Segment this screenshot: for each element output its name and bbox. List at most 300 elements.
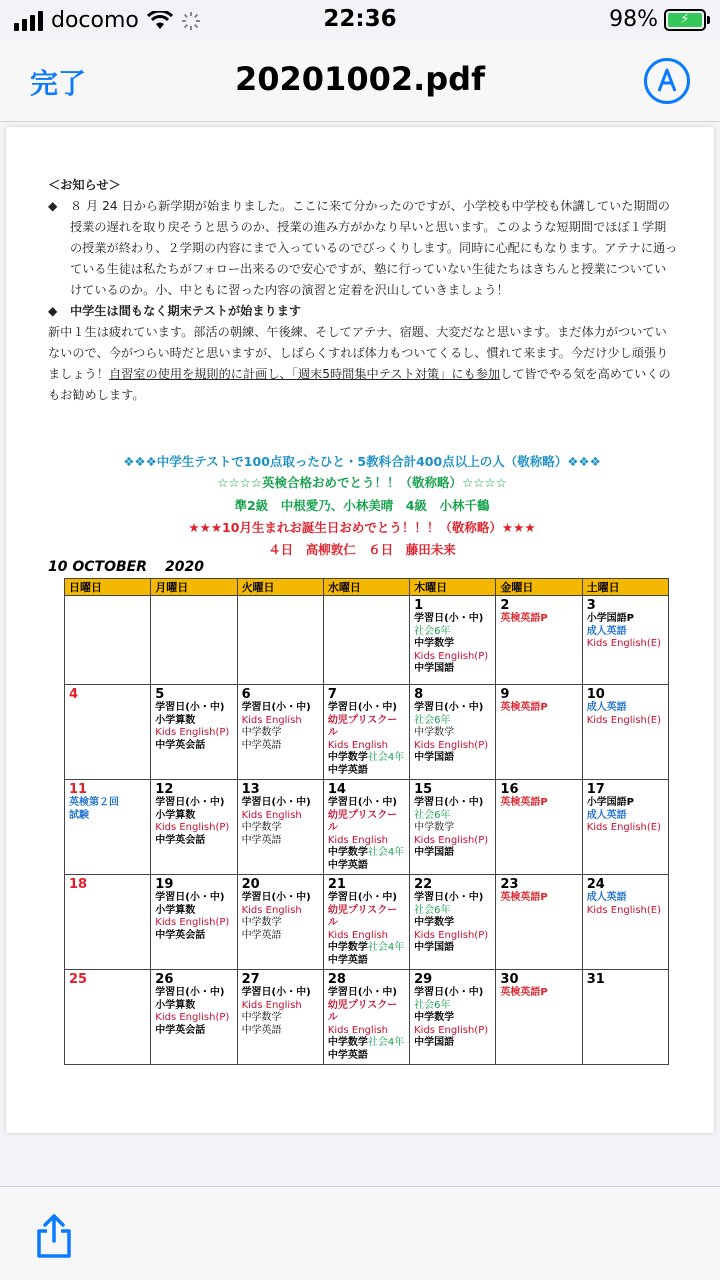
calendar-day-cell: [323, 596, 409, 685]
weekday-header: 月曜日: [151, 579, 237, 596]
schedule-item-label: 中学数学: [241, 727, 282, 738]
schedule-item: [328, 987, 405, 1000]
calendar-day-cell: [151, 875, 237, 970]
schedule-item: [155, 702, 232, 715]
day-number: 14: [327, 782, 346, 797]
schedule-item: [242, 1012, 319, 1025]
schedule-item-label: 学習日(小・中): [327, 892, 397, 903]
battery-status: [609, 7, 706, 32]
day-number: 6: [241, 687, 251, 702]
schedule-item: [414, 651, 491, 664]
schedule-item-label: 社会6年: [414, 999, 451, 1011]
schedule-item: [414, 613, 491, 626]
schedule-item: [242, 810, 319, 823]
announcement-line: ❖❖❖中学生テストで100点取ったひと・5教科合計400点以上の人（敬称略）❖❖❖: [123, 454, 601, 469]
weekday-header: 水曜日: [323, 579, 409, 596]
schedule-item-label: 中学英語: [327, 954, 368, 966]
schedule-item-label: Kids English(E): [586, 904, 661, 916]
calendar-day-cell: [496, 875, 582, 970]
schedule-item-label: 学習日(小・中): [327, 702, 397, 713]
schedule-item-label: 学習日(小・中): [155, 702, 225, 713]
notice-paragraph-2: [48, 322, 678, 406]
schedule-item-label: 小学算数: [155, 809, 196, 821]
schedule-item: [155, 917, 232, 930]
calendar-day-cell: [582, 596, 668, 685]
calendar-day-cell: [65, 685, 151, 780]
schedule-item-label: 英検英語P: [500, 613, 548, 624]
day-number: 24: [586, 877, 605, 892]
calendar-day-cell: [151, 970, 237, 1065]
schedule-item-label: Kids English(E): [586, 714, 661, 726]
schedule-item-label: 中学数学: [414, 822, 455, 833]
schedule-item: [587, 638, 664, 651]
calendar-body: [65, 596, 669, 1065]
schedule-item: [328, 892, 405, 905]
schedule-item: [69, 810, 146, 823]
calendar-title: [48, 559, 222, 575]
weekday-header: 日曜日: [65, 579, 151, 596]
day-number: 26: [155, 972, 174, 987]
calendar-day-cell: [65, 780, 151, 875]
weekday-header: 火曜日: [237, 579, 323, 596]
schedule-item: [587, 905, 664, 918]
schedule-item: [155, 930, 232, 943]
schedule-item: [242, 987, 319, 1000]
schedule-item-label: Kids English(P): [155, 727, 230, 738]
day-number: 30: [500, 972, 519, 987]
schedule-item: [242, 797, 319, 810]
schedule-item-label: 英検英語P: [500, 987, 548, 998]
calendar-day-cell: [582, 970, 668, 1065]
day-number: 11: [69, 782, 88, 797]
schedule-item: [414, 797, 491, 810]
announcement-line: ４日 高柳敦仁 ６日 藤田未来: [268, 542, 456, 557]
calendar-day-cell: [151, 685, 237, 780]
schedule-item-label: 中学英語: [327, 1049, 368, 1061]
schedule-item-label: 中学国語: [414, 1037, 455, 1048]
bottom-toolbar: [0, 1186, 720, 1280]
schedule-item-label: 小学算数: [155, 999, 196, 1011]
schedule-item-label: Kids English(E): [586, 822, 661, 833]
schedule-item: [414, 663, 491, 676]
schedule-item-label: 中学数学: [414, 1012, 455, 1023]
schedule-item-label: 学習日(小・中): [155, 797, 225, 808]
day-number: 27: [241, 972, 260, 987]
schedule-item-label: 小学算数: [155, 714, 196, 726]
calendar-day-cell: [582, 875, 668, 970]
schedule-item-extra: 社会4年: [367, 942, 405, 953]
schedule-item-label: Kids English(P): [155, 822, 230, 833]
calendar-week-row: [65, 970, 669, 1065]
calendar-week-row: [65, 780, 669, 875]
calendar-day-cell: [496, 685, 582, 780]
notice-paragraph-2a: 新中１生は疲れています。部活の朝練、午後練、そしてアテナ、宿題、大変だなと思います。まだ体力がついていないので、今がつらい時だと思いますが、しばらくすれば体力もついてくるし、慣れて来ます。今だけ少し頑張りましょう！: [48, 325, 669, 381]
schedule-item: [242, 740, 319, 753]
schedule-item-label: 試験: [69, 809, 89, 821]
schedule-item-label: Kids English: [241, 999, 302, 1011]
day-number: 13: [241, 782, 260, 797]
schedule-item: [328, 765, 405, 778]
schedule-item-label: 幼児プリスクール: [327, 999, 398, 1023]
schedule-item-label: 中学英語: [327, 859, 368, 871]
schedule-item-label: 中学数学: [327, 847, 368, 858]
clock: 22:36: [323, 6, 397, 32]
day-number: 21: [327, 877, 346, 892]
schedule-item: [587, 797, 664, 810]
schedule-item-label: 学習日(小・中): [327, 987, 397, 998]
schedule-item: [242, 715, 319, 728]
schedule-item-label: Kids English(P): [414, 1024, 489, 1036]
schedule-item: [414, 702, 491, 715]
calendar-month: 10 OCTOBER: [48, 559, 147, 575]
notice-heading: ＜お知らせ＞: [48, 178, 121, 192]
day-number: 9: [500, 687, 510, 702]
schedule-item-label: 学習日(小・中): [241, 797, 311, 808]
schedule-item: [414, 626, 491, 639]
schedule-item: [328, 930, 405, 943]
schedule-item-label: 学習日(小・中): [241, 702, 311, 713]
day-number: 20: [241, 877, 260, 892]
schedule-item: [414, 727, 491, 740]
calendar-day-cell: [410, 596, 496, 685]
schedule-item-label: 中学数学: [414, 727, 455, 738]
schedule-item: [414, 715, 491, 728]
schedule-item-label: Kids English(P): [155, 917, 230, 928]
schedule-item: [328, 702, 405, 715]
calendar-day-cell: [410, 780, 496, 875]
schedule-item-label: Kids English(E): [586, 638, 661, 649]
schedule-item-label: 成人英語: [586, 625, 627, 637]
schedule-item-label: 中学数学: [241, 917, 282, 928]
schedule-item: [242, 1000, 319, 1013]
schedule-item: [155, 1012, 232, 1025]
day-number: 16: [500, 782, 519, 797]
schedule-item: [242, 1025, 319, 1038]
calendar-day-cell: [496, 780, 582, 875]
schedule-item-label: Kids English(P): [414, 650, 489, 662]
share-icon[interactable]: [34, 1213, 74, 1259]
schedule-item-label: 中学英会話: [155, 834, 206, 846]
schedule-item-label: 学習日(小・中): [414, 702, 484, 713]
schedule-item-label: 中学英会話: [155, 739, 206, 751]
schedule-item: [500, 797, 577, 810]
schedule-item-label: 中学英会話: [155, 929, 206, 941]
schedule-item-label: 中学英語: [241, 739, 282, 751]
schedule-item-label: 学習日(小・中): [241, 987, 311, 998]
day-number: 25: [69, 972, 88, 987]
day-number: 7: [327, 687, 337, 702]
schedule-item-label: 中学英会話: [155, 1024, 206, 1036]
battery-percent: 98%: [609, 7, 658, 32]
pdf-page[interactable]: [6, 127, 714, 1133]
schedule-item: [587, 822, 664, 835]
schedule-item-label: 小学国語P: [586, 797, 635, 808]
schedule-item: [242, 892, 319, 905]
schedule-item: [242, 930, 319, 943]
schedule-item: [328, 1000, 405, 1025]
calendar-day-cell: [323, 685, 409, 780]
schedule-item-label: 学習日(小・中): [327, 797, 397, 808]
schedule-item-label: 中学数学: [241, 822, 282, 833]
day-number: 2: [500, 598, 510, 613]
day-number: 31: [586, 972, 605, 987]
schedule-item: [414, 1012, 491, 1025]
schedule-item-label: 幼児プリスクール: [327, 904, 398, 928]
schedule-item-extra: 社会4年: [367, 1037, 405, 1048]
calendar-day-cell: [151, 596, 237, 685]
schedule-item-label: 学習日(小・中): [241, 892, 311, 903]
schedule-item-label: 英検英語P: [500, 892, 548, 903]
notice-section: [48, 175, 678, 406]
schedule-item: [328, 715, 405, 740]
carrier-name: docomo: [51, 8, 139, 33]
schedule-item: [414, 847, 491, 860]
calendar-day-cell: [237, 875, 323, 970]
schedule-item: [155, 1000, 232, 1013]
schedule-item-label: Kids English: [241, 714, 302, 726]
calendar-table: [64, 578, 669, 1065]
schedule-item: [155, 1025, 232, 1038]
schedule-item: [328, 905, 405, 930]
schedule-item: [328, 752, 405, 765]
schedule-item: [155, 835, 232, 848]
schedule-item: [414, 930, 491, 943]
announcement-line: ☆☆☆☆英検合格おめでとう！！（敬称略）☆☆☆☆: [217, 475, 507, 490]
schedule-item: [155, 810, 232, 823]
schedule-item: [155, 905, 232, 918]
schedule-item: [414, 740, 491, 753]
navigation-bar: [0, 40, 720, 122]
calendar-day-cell: [237, 596, 323, 685]
schedule-item: [328, 810, 405, 835]
day-number: 22: [414, 877, 433, 892]
day-number: 28: [327, 972, 346, 987]
notice-underlined-text: 自習室の使用を規則的に計画し、「週末5時間集中テスト対策」にも参加: [108, 367, 501, 381]
schedule-item-label: 社会6年: [414, 904, 451, 916]
calendar-week-row: [65, 685, 669, 780]
schedule-item-label: 成人英語: [586, 809, 627, 821]
calendar-day-cell: [65, 970, 151, 1065]
calendar-day-cell: [65, 875, 151, 970]
status-bar: [0, 0, 720, 40]
schedule-item-label: 中学国語: [414, 663, 455, 674]
day-number: 8: [414, 687, 424, 702]
schedule-item: [328, 942, 405, 955]
calendar-day-cell: [323, 780, 409, 875]
schedule-item-label: Kids English: [327, 929, 389, 941]
schedule-item: [414, 892, 491, 905]
schedule-item-label: 中学数学: [327, 942, 368, 953]
weekday-header: 土曜日: [582, 579, 668, 596]
announcement-line: 準2級 中根愛乃、小林美晴 4級 小林千鶴: [234, 498, 490, 513]
schedule-item: [500, 613, 577, 626]
notice-bullet-1: [48, 196, 678, 301]
schedule-item-label: 学習日(小・中): [155, 892, 225, 903]
calendar-week-row: [65, 875, 669, 970]
schedule-item: [500, 987, 577, 1000]
schedule-item: [242, 822, 319, 835]
done-button[interactable]: 完了: [30, 67, 87, 100]
schedule-item-label: Kids English(P): [414, 834, 489, 846]
schedule-item: [155, 715, 232, 728]
day-number: 12: [155, 782, 174, 797]
schedule-item-label: 成人英語: [586, 892, 627, 903]
day-number: 15: [414, 782, 433, 797]
schedule-item-label: 英検英語P: [500, 797, 548, 808]
calendar-day-cell: [582, 685, 668, 780]
schedule-item: [587, 702, 664, 715]
day-number: 1: [414, 598, 424, 613]
weekday-header: 金曜日: [496, 579, 582, 596]
schedule-item-label: 英検第２回: [69, 797, 119, 808]
schedule-item-label: 社会6年: [414, 625, 451, 637]
schedule-item-label: 学習日(小・中): [414, 987, 484, 998]
schedule-item: [587, 715, 664, 728]
schedule-item: [414, 822, 491, 835]
schedule-item-label: 幼児プリスクール: [327, 809, 398, 833]
schedule-item: [242, 727, 319, 740]
schedule-item-label: 中学数学: [414, 638, 455, 649]
calendar-header-row: [65, 579, 669, 596]
schedule-item: [328, 740, 405, 753]
announcement-line: ★★★10月生まれお誕生日おめでとう！！！（敬称略）★★★: [188, 520, 536, 535]
schedule-item: [414, 1037, 491, 1050]
schedule-item: [328, 955, 405, 968]
schedule-item: [414, 810, 491, 823]
bullet-mark: ◆: [48, 199, 58, 213]
schedule-item: [587, 810, 664, 823]
schedule-item-label: 中学数学: [414, 917, 455, 928]
schedule-item-label: 中学国語: [414, 752, 455, 763]
schedule-item: [242, 905, 319, 918]
calendar-day-cell: [323, 970, 409, 1065]
schedule-item-label: 小学国語P: [586, 613, 635, 624]
schedule-item-label: Kids English(P): [414, 739, 489, 751]
calendar-day-cell: [237, 970, 323, 1065]
schedule-item-label: 小学算数: [155, 904, 196, 916]
schedule-item-label: 中学英語: [327, 764, 368, 776]
schedule-item: [155, 987, 232, 1000]
schedule-item-label: Kids English: [327, 834, 389, 846]
schedule-item: [414, 835, 491, 848]
schedule-item-label: 学習日(小・中): [414, 892, 484, 903]
schedule-item-label: 社会6年: [414, 809, 451, 821]
schedule-item-label: Kids English: [327, 1024, 389, 1036]
schedule-item: [414, 942, 491, 955]
day-number: 23: [500, 877, 519, 892]
schedule-item: [242, 917, 319, 930]
calendar-day-cell: [496, 596, 582, 685]
calendar-week-row: [65, 596, 669, 685]
schedule-item-label: 成人英語: [586, 702, 627, 713]
schedule-item: [328, 1025, 405, 1038]
day-number: 29: [414, 972, 433, 987]
day-number: 19: [155, 877, 174, 892]
schedule-item-label: 英検英語P: [500, 702, 548, 713]
day-number: 4: [69, 687, 79, 702]
schedule-item-label: 中学国語: [414, 942, 455, 953]
schedule-item: [414, 987, 491, 1000]
schedule-item-label: Kids English(P): [414, 929, 489, 941]
schedule-item: [328, 797, 405, 810]
calendar-day-cell: [410, 970, 496, 1065]
notice-paragraph-2b: して皆でやる気を高めていくのもお勧めします。: [48, 367, 671, 402]
notice-bullet-2: [48, 301, 678, 322]
day-number: 18: [69, 877, 88, 892]
day-number: 3: [586, 598, 596, 613]
schedule-item: [414, 1025, 491, 1038]
schedule-item: [587, 626, 664, 639]
bullet-mark: ◆: [48, 304, 58, 318]
schedule-item-label: 幼児プリスクール: [327, 714, 398, 738]
schedule-item: [155, 797, 232, 810]
schedule-item: [242, 702, 319, 715]
schedule-item: [328, 835, 405, 848]
schedule-item-extra: 社会4年: [367, 847, 405, 858]
day-number: 10: [586, 687, 605, 702]
schedule-item: [328, 1037, 405, 1050]
schedule-item-label: 中学英語: [241, 1024, 282, 1036]
schedule-item: [500, 702, 577, 715]
calendar-day-cell: [65, 596, 151, 685]
calendar-day-cell: [323, 875, 409, 970]
schedule-item: [500, 892, 577, 905]
battery-icon: ⚡: [664, 9, 706, 31]
notice-paragraph-1: ８ 月 24 日から新学期が始まりました。ここに来て分かったのですが、小学校も中学校も休講していた期間の授業の遅れを取り戻そうと思うのか、授業の進み方がかなり早いと思います。このような短期間でほぼ１学期の授業が終わり、２学期の内容にまで入っているのでびっくりします。同時に心配にもなります。アテナに通っている生徒は私たちがフォロー出来るので安心ですが、塾に行っていない生徒たちはきちんと授業についていけているのか。小、中ともに習った内容の演習と定着を沢山していきましょう！: [70, 199, 678, 297]
schedule-item: [242, 835, 319, 848]
schedule-item: [414, 917, 491, 930]
schedule-item: [414, 905, 491, 918]
schedule-item: [587, 613, 664, 626]
schedule-item-label: 中学数学: [241, 1012, 282, 1023]
schedule-item-label: 社会6年: [414, 714, 451, 726]
schedule-item: [155, 822, 232, 835]
schedule-item-label: 学習日(小・中): [414, 613, 484, 624]
schedule-item: [155, 892, 232, 905]
weekday-header: 木曜日: [410, 579, 496, 596]
calendar-year: 2020: [165, 559, 204, 575]
schedule-item-extra: 社会4年: [367, 752, 405, 763]
schedule-item: [587, 892, 664, 905]
schedule-item-label: Kids English: [327, 739, 389, 751]
schedule-item-label: 中学数学: [327, 752, 368, 763]
schedule-item: [69, 797, 146, 810]
calendar-day-cell: [582, 780, 668, 875]
notice-subheading: 中学生は間もなく期末テストが始まります: [70, 304, 302, 318]
schedule-item-label: 学習日(小・中): [414, 797, 484, 808]
schedule-item-label: 学習日(小・中): [155, 987, 225, 998]
schedule-item: [414, 1000, 491, 1013]
schedule-item: [328, 847, 405, 860]
calendar-day-cell: [151, 780, 237, 875]
calendar-day-cell: [237, 685, 323, 780]
calendar-day-cell: [410, 875, 496, 970]
schedule-item-label: 中学数学: [327, 1037, 368, 1048]
schedule-item: [328, 1050, 405, 1063]
calendar-day-cell: [410, 685, 496, 780]
schedule-item-label: 中学英語: [241, 929, 282, 941]
day-number: 17: [586, 782, 605, 797]
schedule-item-label: Kids English(P): [155, 1012, 230, 1023]
schedule-item-label: Kids English: [241, 904, 302, 916]
day-number: 5: [155, 687, 165, 702]
schedule-item-label: 中学英語: [241, 834, 282, 846]
markup-pen-icon[interactable]: [644, 58, 690, 104]
schedule-item-label: Kids English: [241, 809, 302, 821]
schedule-item: [414, 638, 491, 651]
schedule-item: [328, 860, 405, 873]
schedule-item: [155, 740, 232, 753]
